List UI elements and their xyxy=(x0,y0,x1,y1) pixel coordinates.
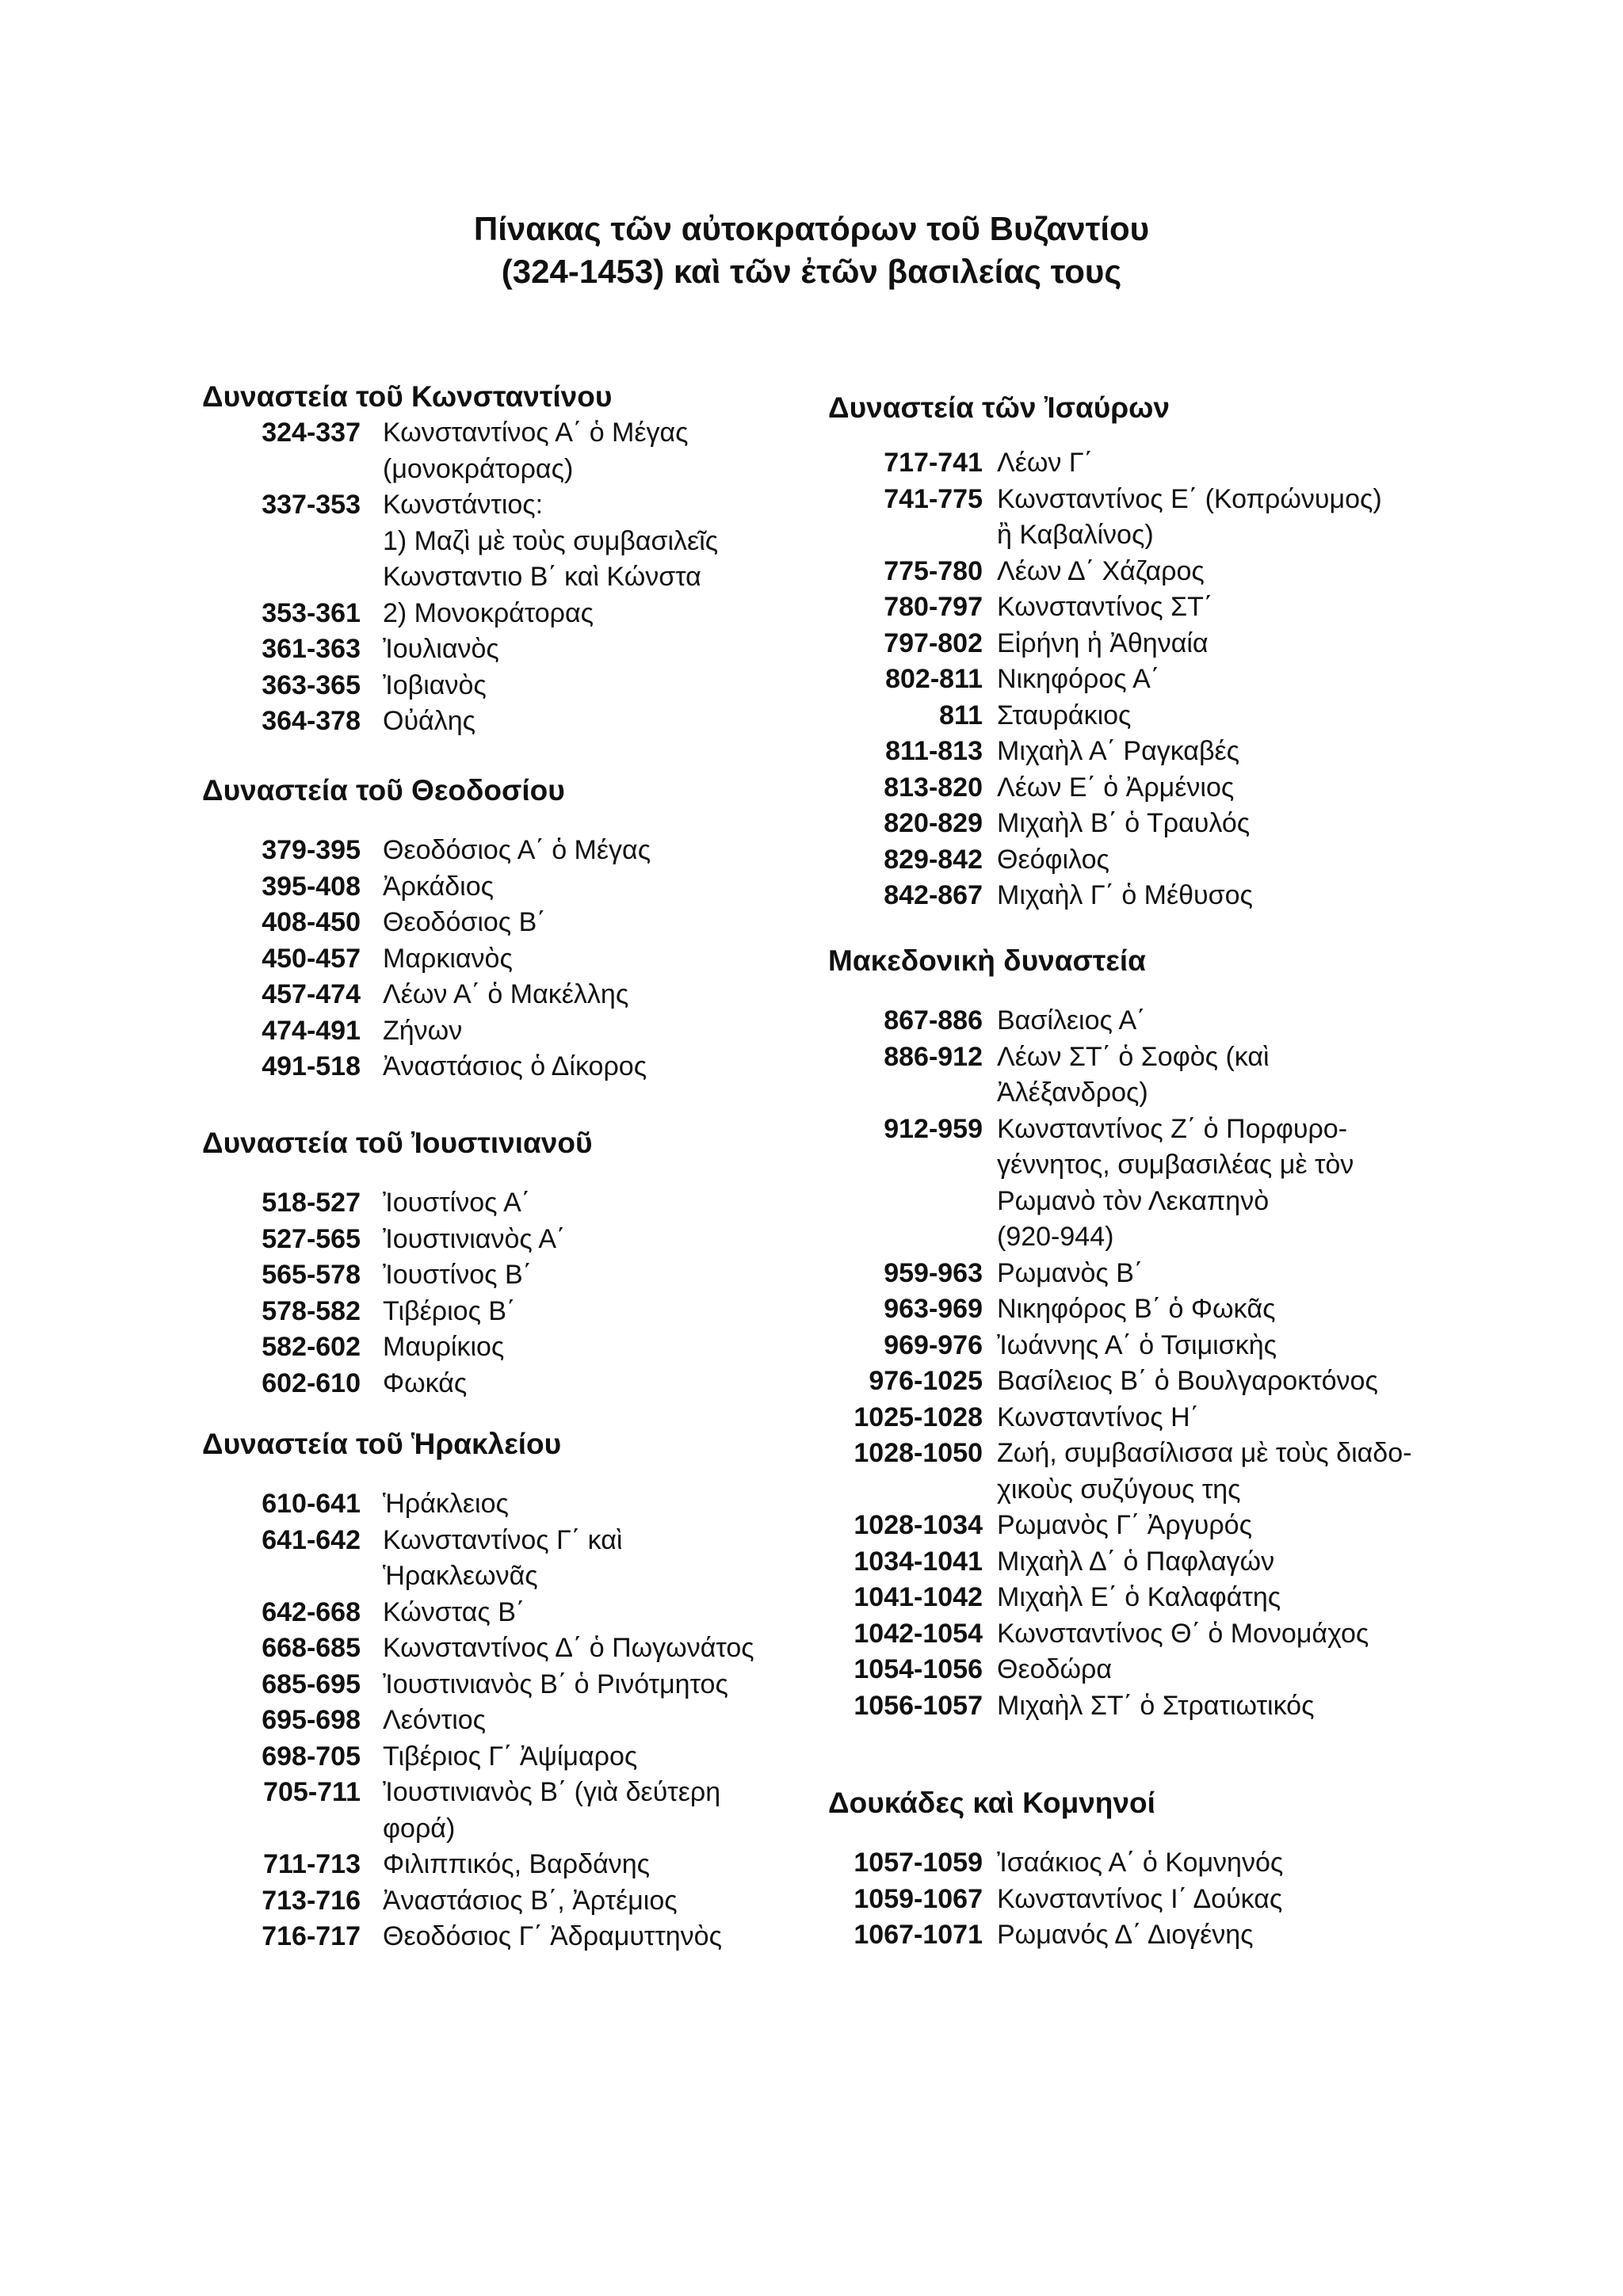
emperor-name xyxy=(997,1363,1462,1400)
emperor-name-line: Τιβέριος Γ΄ Ἀψίμαρος xyxy=(383,1741,638,1772)
reign-years: 1042-1054 xyxy=(854,1618,983,1649)
emperor-row xyxy=(828,554,1462,590)
emperor-name-line: Κωνσταντίνος Θ΄ ὁ Μονομάχος xyxy=(997,1618,1369,1649)
dynasty-heading: Δυναστεία τοῦ Κωνσταντίνου xyxy=(202,380,613,413)
emperor-row xyxy=(828,1917,1462,1954)
reign-years: 1034-1041 xyxy=(854,1546,983,1577)
dynasty-section xyxy=(202,772,836,1085)
emperor-list xyxy=(828,1845,1462,1954)
emperor-row xyxy=(828,842,1462,879)
reign-years: 705-711 xyxy=(263,1777,361,1807)
dynasty-section xyxy=(828,943,1462,1724)
emperor-name xyxy=(383,833,836,869)
emperor-name xyxy=(383,1185,836,1222)
emperor-name-line: Ἰουστινιανὸς Β΄ (γιὰ δεύτερη xyxy=(383,1777,721,1807)
emperor-name xyxy=(997,1544,1462,1581)
emperor-name-line: Ἰουστινιανὸς Β΄ ὁ Ρινότμητος xyxy=(383,1669,728,1699)
emperor-row xyxy=(202,704,836,740)
reign-years: 1028-1050 xyxy=(854,1438,983,1468)
emperor-name xyxy=(997,1917,1462,1954)
emperor-row xyxy=(828,445,1462,482)
emperor-name xyxy=(997,1616,1462,1653)
reign-years: 969-976 xyxy=(884,1329,983,1360)
emperor-row xyxy=(828,1003,1462,1039)
emperor-name xyxy=(383,1667,836,1703)
emperor-row xyxy=(202,1630,836,1667)
emperor-name xyxy=(997,554,1462,590)
emperor-row xyxy=(202,869,836,906)
emperor-name-line: Ἀρκάδιος xyxy=(383,871,495,902)
emperor-row xyxy=(202,1919,836,1955)
emperor-name-line: Οὐάλης xyxy=(383,706,475,736)
emperor-name xyxy=(383,869,836,906)
emperor-name-line: Κωνσταντιο Β΄ καὶ Κώνστα xyxy=(383,562,701,592)
emperor-name xyxy=(997,734,1462,770)
emperor-name-line: Θεοδόσιος Γ΄ Ἀδραμυττηνὸς xyxy=(383,1921,722,1951)
emperor-name-line: Βασίλειος Β΄ ὁ Βουλγαροκτόνος xyxy=(997,1366,1378,1396)
dynasty-heading: Δυναστεία τῶν Ἰσαύρων xyxy=(828,391,1170,424)
emperor-row xyxy=(202,596,836,632)
reign-years: 1059-1067 xyxy=(854,1883,983,1914)
emperor-name xyxy=(997,806,1462,842)
emperor-row xyxy=(828,482,1462,554)
reign-years: 717-741 xyxy=(884,448,983,478)
dynasty-heading: Δουκάδες καὶ Κομνηνοί xyxy=(828,1787,1155,1819)
emperor-name-line: Μιχαὴλ Γ΄ ὁ Μέθυσος xyxy=(997,880,1253,910)
emperor-row xyxy=(202,1013,836,1050)
emperor-name-line: Κωνσταντίνος Ζ΄ ὁ Πορφυρο- xyxy=(997,1113,1348,1144)
reign-years: 457-474 xyxy=(262,979,361,1009)
dynasty-section xyxy=(828,390,1462,914)
reign-years: 1057-1059 xyxy=(854,1848,983,1878)
emperor-row xyxy=(828,698,1462,734)
reign-years: 698-705 xyxy=(262,1741,361,1772)
emperor-name-line: 2) Μονοκράτορας xyxy=(383,597,594,628)
emperor-name-line: Σταυράκιος xyxy=(997,700,1132,730)
emperor-row xyxy=(828,1688,1462,1725)
emperor-name-line: Κωνσταντίνος Δ΄ ὁ Πωγωνάτος xyxy=(383,1633,754,1663)
emperor-name-line: Τιβέριος Β΄ xyxy=(383,1295,516,1326)
reign-years: 711-713 xyxy=(263,1849,361,1879)
reign-years: 963-969 xyxy=(884,1294,983,1324)
reign-years: 1025-1028 xyxy=(854,1402,983,1432)
emperor-row xyxy=(202,1366,836,1402)
reign-years: 976-1025 xyxy=(869,1366,983,1396)
emperor-name-line: Ἀλέξανδρος) xyxy=(997,1077,1148,1108)
emperor-name xyxy=(383,1739,836,1775)
emperor-name-line: Ἀναστάσιος Β΄, Ἀρτέμιος xyxy=(383,1885,678,1916)
emperor-name-line: Λέων ΣΤ΄ ὁ Σοφὸς (καὶ xyxy=(997,1041,1270,1072)
emperor-name xyxy=(383,1775,836,1847)
emperor-name-line: Κωνσταντίνος ΣΤ΄ xyxy=(997,592,1213,622)
emperor-name-line: Ρωμανός Δ΄ Διογένης xyxy=(997,1920,1254,1950)
emperor-row xyxy=(202,487,836,596)
emperor-name xyxy=(997,1291,1462,1328)
emperor-row xyxy=(828,878,1462,914)
emperor-name xyxy=(997,1400,1462,1436)
emperor-row xyxy=(202,1185,836,1222)
reign-years: 1056-1057 xyxy=(854,1690,983,1721)
title-line-2: (324-1453) καὶ τῶν ἐτῶν βασιλείας τους xyxy=(501,253,1122,290)
reign-years: 353-361 xyxy=(262,597,361,628)
emperor-name-line: ἢ Καβαλίνος) xyxy=(997,520,1154,550)
emperor-name-line: 1) Μαζὶ μὲ τοὺς συμβασιλεῖς xyxy=(383,525,719,556)
reign-years: 685-695 xyxy=(262,1669,361,1699)
reign-years: 813-820 xyxy=(884,772,983,803)
emperor-name xyxy=(997,626,1462,662)
reign-years: 491-518 xyxy=(262,1051,361,1081)
emperor-row xyxy=(828,1580,1462,1616)
emperor-name-line: Ἡράκλειος xyxy=(383,1489,509,1519)
reign-years: 582-602 xyxy=(262,1332,361,1362)
emperor-row xyxy=(828,1544,1462,1581)
emperor-name xyxy=(383,1329,836,1366)
emperor-row xyxy=(202,1294,836,1330)
emperor-name-line: (920-944) xyxy=(997,1222,1114,1252)
emperor-name-line: Ἰοβιανὸς xyxy=(383,669,487,700)
emperor-name xyxy=(383,415,836,487)
emperor-name xyxy=(383,704,836,740)
emperor-name xyxy=(997,1112,1462,1256)
emperor-name-line: χικοὺς συζύγους της xyxy=(997,1474,1241,1505)
emperor-name-line: Θεοδόσιος Α΄ ὁ Μέγας xyxy=(383,835,651,865)
reign-years: 1054-1056 xyxy=(854,1654,983,1684)
emperor-row xyxy=(202,833,836,869)
reign-years: 695-698 xyxy=(262,1705,361,1735)
dynasty-heading: Μακεδονικὴ δυναστεία xyxy=(828,944,1146,977)
reign-years: 642-668 xyxy=(262,1596,361,1627)
reign-years: 1041-1042 xyxy=(854,1582,983,1612)
emperor-name-line: Ἰωάννης Α΄ ὁ Τσιμισκὴς xyxy=(997,1329,1277,1360)
reign-years: 797-802 xyxy=(884,627,983,658)
emperor-name xyxy=(997,1328,1462,1364)
emperor-name xyxy=(997,662,1462,698)
emperor-list xyxy=(202,1185,836,1402)
page-title xyxy=(0,208,1623,293)
reign-years: 379-395 xyxy=(262,835,361,865)
emperor-name-line: Μιχαὴλ Α΄ Ραγκαβές xyxy=(997,736,1240,766)
emperor-row xyxy=(202,1667,836,1703)
reign-years: 912-959 xyxy=(884,1113,983,1144)
emperor-name xyxy=(383,1630,836,1667)
emperor-name xyxy=(997,1436,1462,1508)
emperor-name xyxy=(383,1257,836,1294)
reign-years: 363-365 xyxy=(262,669,361,700)
emperor-name xyxy=(997,698,1462,734)
emperor-row xyxy=(202,1257,836,1294)
dynasty-section xyxy=(202,1125,836,1402)
emperor-row xyxy=(202,1739,836,1775)
emperor-name xyxy=(383,1222,836,1258)
emperor-name-line: Νικηφόρος Β΄ ὁ Φωκᾶς xyxy=(997,1294,1276,1324)
reign-years: 1067-1071 xyxy=(854,1920,983,1950)
emperor-list xyxy=(828,1003,1462,1724)
reign-years: 641-642 xyxy=(262,1524,361,1555)
emperor-name-line: Μιχαὴλ Δ΄ ὁ Παφλαγών xyxy=(997,1546,1275,1577)
emperor-row xyxy=(828,806,1462,842)
emperor-name-line: Κώνστας Β΄ xyxy=(383,1596,525,1627)
emperor-name xyxy=(383,941,836,978)
emperor-name-line: Λέων Α΄ ὁ Μακέλλης xyxy=(383,979,629,1009)
emperor-name-line: Κωνσταντίνος Ε΄ (Κοπρώνυμος) xyxy=(997,483,1382,514)
emperor-row xyxy=(828,734,1462,770)
emperor-name xyxy=(383,668,836,704)
emperor-name-line: Κωνσταντίνος Η΄ xyxy=(997,1402,1199,1432)
emperor-name xyxy=(997,1882,1462,1918)
reign-years: 811 xyxy=(939,700,983,730)
emperor-name-line: Κωνσταντίνος Γ΄ καὶ xyxy=(383,1524,623,1555)
emperor-row xyxy=(202,1703,836,1739)
reign-years: 716-717 xyxy=(262,1921,361,1951)
emperor-name-line: Ἡρακλεωνᾶς xyxy=(383,1561,538,1591)
emperor-name-line: Εἰρήνη ἡ Ἀθηναία xyxy=(997,627,1209,658)
emperor-name-line: Νικηφόρος Α΄ xyxy=(997,664,1160,694)
dynasty-heading: Δυναστεία τοῦ Ἡρακλείου xyxy=(202,1428,562,1460)
dynasty-section xyxy=(202,379,836,740)
emperor-name-line: Κωνσταντίνος Α΄ ὁ Μέγας xyxy=(383,418,689,448)
emperor-name xyxy=(997,1688,1462,1725)
emperor-name xyxy=(383,1523,836,1595)
emperor-row xyxy=(202,941,836,978)
reign-years: 811-813 xyxy=(885,736,983,766)
reign-years: 713-716 xyxy=(262,1885,361,1916)
emperor-name xyxy=(383,1013,836,1050)
emperor-name-line: Μαυρίκιος xyxy=(383,1332,505,1362)
emperor-name-line: Ζωή, συμβασίλισσα μὲ τοὺς διαδο- xyxy=(997,1438,1412,1468)
emperor-name-line: Ἰουστινιανὸς Α΄ xyxy=(383,1223,566,1254)
emperor-list xyxy=(202,833,836,1085)
reign-years: 1028-1034 xyxy=(854,1510,983,1540)
emperor-name xyxy=(997,1003,1462,1039)
emperor-name xyxy=(383,631,836,668)
emperor-name xyxy=(997,589,1462,626)
reign-years: 324-337 xyxy=(262,418,361,448)
emperor-row xyxy=(828,662,1462,698)
emperor-name xyxy=(383,1847,836,1883)
dynasty-heading: Δυναστεία τοῦ Ἰουστινιανοῦ xyxy=(202,1127,593,1159)
emperor-name xyxy=(997,1580,1462,1616)
reign-years: 361-363 xyxy=(262,634,361,664)
emperor-row xyxy=(202,1847,836,1883)
emperor-name xyxy=(383,1595,836,1631)
emperor-row xyxy=(202,1595,836,1631)
reign-years: 518-527 xyxy=(262,1188,361,1218)
emperor-name xyxy=(383,1366,836,1402)
emperor-row xyxy=(828,1652,1462,1688)
emperor-row xyxy=(828,589,1462,626)
emperor-name-line: Ἀναστάσιος ὁ Δίκορος xyxy=(383,1051,647,1081)
emperor-name-line: Μιχαὴλ Β΄ ὁ Τραυλός xyxy=(997,808,1251,838)
emperor-row xyxy=(828,1112,1462,1256)
emperor-name xyxy=(383,596,836,632)
emperor-name-line: Θεοδόσιος Β΄ xyxy=(383,907,546,937)
emperor-list xyxy=(828,445,1462,914)
emperor-name-line: Μαρκιανὸς xyxy=(383,943,513,974)
emperor-name xyxy=(383,487,836,596)
reign-years: 337-353 xyxy=(262,490,361,520)
emperor-name xyxy=(383,977,836,1013)
reign-years: 741-775 xyxy=(884,483,983,514)
emperor-row xyxy=(828,1256,1462,1292)
reign-years: 364-378 xyxy=(262,706,361,736)
emperor-name-line: Κωνσταντίνος Ι΄ Δούκας xyxy=(997,1883,1283,1914)
reign-years: 829-842 xyxy=(884,844,983,875)
emperor-name xyxy=(383,1486,836,1523)
emperor-name-line: Λέων Γ΄ xyxy=(997,448,1093,478)
reign-years: 886-912 xyxy=(884,1041,983,1072)
emperor-name xyxy=(383,1919,836,1955)
emperor-name-line: Ἰουστίνος Α΄ xyxy=(383,1188,531,1218)
reign-years: 959-963 xyxy=(884,1257,983,1288)
emperor-row xyxy=(828,626,1462,662)
emperor-name-line: (μονοκράτορας) xyxy=(383,453,574,484)
reign-years: 578-582 xyxy=(262,1295,361,1326)
emperor-name-line: Κωνστάντιος: xyxy=(383,490,544,520)
emperor-row xyxy=(202,1049,836,1085)
emperor-row xyxy=(202,905,836,941)
emperor-row xyxy=(202,977,836,1013)
emperor-name-line: γέννητος, συμβασιλέας μὲ τὸν xyxy=(997,1150,1354,1180)
emperor-name xyxy=(383,1294,836,1330)
emperor-row xyxy=(202,1486,836,1523)
dynasty-heading: Δυναστεία τοῦ Θεοδοσίου xyxy=(202,774,565,807)
emperor-name xyxy=(383,1703,836,1739)
reign-years: 820-829 xyxy=(884,808,983,838)
emperor-row xyxy=(828,1400,1462,1436)
emperor-row xyxy=(202,668,836,704)
emperor-row xyxy=(202,1883,836,1920)
emperor-name xyxy=(383,1883,836,1920)
emperor-list xyxy=(202,1486,836,1955)
emperor-name xyxy=(997,482,1462,554)
emperor-name xyxy=(997,1845,1462,1882)
emperor-row xyxy=(828,1039,1462,1112)
emperor-name xyxy=(997,1508,1462,1544)
emperor-name-line: Φιλιππικός, Βαρδάνης xyxy=(383,1849,651,1879)
emperor-row xyxy=(202,1523,836,1595)
emperor-list xyxy=(202,415,836,740)
emperor-name xyxy=(383,1049,836,1085)
emperor-row xyxy=(828,1436,1462,1508)
emperor-row xyxy=(828,1328,1462,1364)
emperor-row xyxy=(202,1222,836,1258)
reign-years: 450-457 xyxy=(262,943,361,974)
dynasty-section xyxy=(828,1785,1462,1954)
reign-years: 842-867 xyxy=(884,880,983,910)
emperor-row xyxy=(202,1329,836,1366)
emperor-row xyxy=(828,1616,1462,1653)
emperor-name xyxy=(997,1256,1462,1292)
emperor-row xyxy=(828,770,1462,807)
reign-years: 775-780 xyxy=(884,555,983,586)
emperor-name xyxy=(997,445,1462,482)
reign-years: 527-565 xyxy=(262,1223,361,1254)
emperor-name-line: Μιχαὴλ ΣΤ΄ ὁ Στρατιωτικός xyxy=(997,1690,1315,1721)
emperor-name xyxy=(997,878,1462,914)
emperor-row xyxy=(828,1291,1462,1328)
emperor-row xyxy=(202,415,836,487)
emperor-name-line: Μιχαὴλ Ε΄ ὁ Καλαφάτης xyxy=(997,1582,1281,1612)
reign-years: 610-641 xyxy=(262,1489,361,1519)
title-line-1: Πίνακας τῶν αὐτοκρατόρων τοῦ Βυζαντίου xyxy=(473,210,1150,247)
emperor-row xyxy=(828,1363,1462,1400)
reign-years: 395-408 xyxy=(262,871,361,902)
emperor-name-line: Ἰουλιανὸς xyxy=(383,634,499,664)
emperor-row xyxy=(828,1508,1462,1544)
emperor-name-line: Ρωμανὸς Γ΄ Ἀργυρός xyxy=(997,1510,1252,1540)
emperor-name-line: Λέων Δ΄ Χάζαρος xyxy=(997,555,1205,586)
dynasty-section xyxy=(202,1426,836,1955)
emperor-name xyxy=(997,770,1462,807)
emperor-name-line: Θεοδώρα xyxy=(997,1654,1112,1684)
reign-years: 602-610 xyxy=(262,1367,361,1398)
emperor-name xyxy=(997,842,1462,879)
emperor-name-line: Ἰσαάκιος Α΄ ὁ Κομνηνός xyxy=(997,1848,1284,1878)
reign-years: 565-578 xyxy=(262,1260,361,1290)
emperor-name xyxy=(997,1652,1462,1688)
emperor-name xyxy=(383,905,836,941)
emperor-name-line: Λέων Ε΄ ὁ Ἀρμένιος xyxy=(997,772,1235,803)
reign-years: 780-797 xyxy=(884,592,983,622)
emperor-row xyxy=(828,1882,1462,1918)
reign-years: 668-685 xyxy=(262,1633,361,1663)
emperor-row xyxy=(828,1845,1462,1882)
reign-years: 408-450 xyxy=(262,907,361,937)
emperor-name-line: Βασίλειος Α΄ xyxy=(997,1005,1146,1035)
emperor-name xyxy=(997,1039,1462,1112)
emperor-name-line: Ρωμανὸς Β΄ xyxy=(997,1257,1144,1288)
emperor-name-line: Ζήνων xyxy=(383,1015,463,1046)
emperor-name-line: Ρωμανὸ τὸν Λεκαπηνὸ xyxy=(997,1185,1270,1216)
emperor-name-line: Φωκάς xyxy=(383,1367,468,1398)
emperor-name-line: φορά) xyxy=(383,1813,456,1844)
emperor-name-line: Ἰουστίνος Β΄ xyxy=(383,1260,532,1290)
emperor-row xyxy=(202,631,836,668)
reign-years: 867-886 xyxy=(884,1005,983,1035)
reign-years: 802-811 xyxy=(885,664,983,694)
emperor-row xyxy=(202,1775,836,1847)
reign-years: 474-491 xyxy=(262,1015,361,1046)
emperor-name-line: Λεόντιος xyxy=(383,1705,487,1735)
emperor-name-line: Θεόφιλος xyxy=(997,844,1109,875)
